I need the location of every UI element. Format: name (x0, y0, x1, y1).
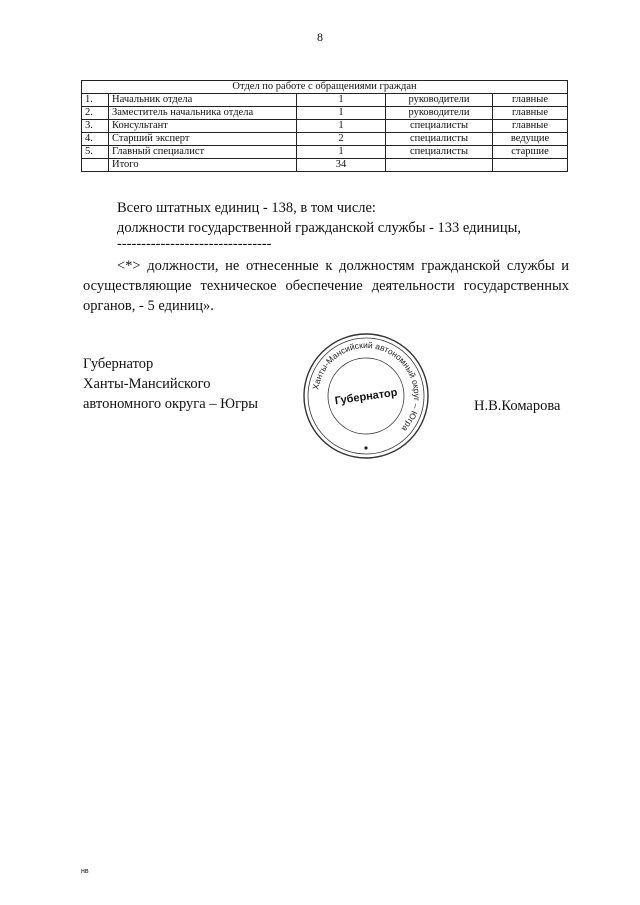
official-seal (300, 330, 432, 462)
signer-name: Н.В.Комарова (474, 398, 561, 414)
total-label: Итого (109, 159, 297, 172)
position-count: 1 (297, 94, 386, 107)
row-number: 3. (82, 120, 109, 133)
department-header: Отдел по работе с обращениями граждан (82, 81, 568, 94)
table-row (82, 94, 568, 107)
position-group: ведущие (493, 133, 568, 146)
table-row (82, 133, 568, 146)
position-group: главные (493, 120, 568, 133)
position-title: Главный специалист (109, 146, 297, 159)
empty-cell (82, 159, 109, 172)
position-group: старшие (493, 146, 568, 159)
total-count: 34 (297, 159, 386, 172)
position-category: руководители (386, 107, 493, 120)
position-title: Старший эксперт (109, 133, 297, 146)
page-number: 8 (317, 30, 323, 44)
position-category: специалисты (386, 146, 493, 159)
position-title: Начальник отдела (109, 94, 297, 107)
table-row (82, 120, 568, 133)
total-units-text: Всего штатных единиц - 138, в том числе: (117, 200, 376, 216)
signer-position-line: Губернатор (83, 356, 154, 372)
table-header-row (82, 81, 568, 94)
position-count: 2 (297, 133, 386, 146)
row-number: 2. (82, 107, 109, 120)
empty-cell (386, 159, 493, 172)
position-group: главные (493, 94, 568, 107)
seal-ring-text: Ханты-Мансийский автономный округ – Югра (310, 339, 423, 434)
position-count: 1 (297, 146, 386, 159)
signer-position-line: автономного округа – Югры (83, 396, 259, 412)
signer-position-line: Ханты-Мансийского (83, 376, 211, 392)
footnote-separator: -------------------------------- (117, 236, 272, 252)
empty-cell (493, 159, 568, 172)
seal-dot (364, 446, 367, 449)
position-category: руководители (386, 94, 493, 107)
civil-service-units-text: должности государственной гражданской службы - 133 единицы, (117, 220, 521, 236)
staff-table (81, 80, 568, 172)
position-count: 1 (297, 107, 386, 120)
position-count: 1 (297, 120, 386, 133)
position-category: специалисты (386, 133, 493, 146)
table-row (82, 146, 568, 159)
signer-position (83, 354, 283, 414)
seal-center-text: Губернатор (334, 386, 399, 408)
position-category: специалисты (386, 120, 493, 133)
table-total-row (82, 159, 568, 172)
row-number: 1. (82, 94, 109, 107)
position-group: главные (493, 107, 568, 120)
table-row (82, 107, 568, 120)
row-number: 5. (82, 146, 109, 159)
position-title: Заместитель начальника отдела (109, 107, 297, 120)
footnote-text: <*> должности, не отнесенные к должностям гражданской службы и осуществляющие техническое обеспечение деятельности государственных органов, - 5 единиц». (83, 258, 569, 314)
position-title: Консультант (109, 120, 297, 133)
footer-mark: нв (81, 868, 89, 875)
row-number: 4. (82, 133, 109, 146)
